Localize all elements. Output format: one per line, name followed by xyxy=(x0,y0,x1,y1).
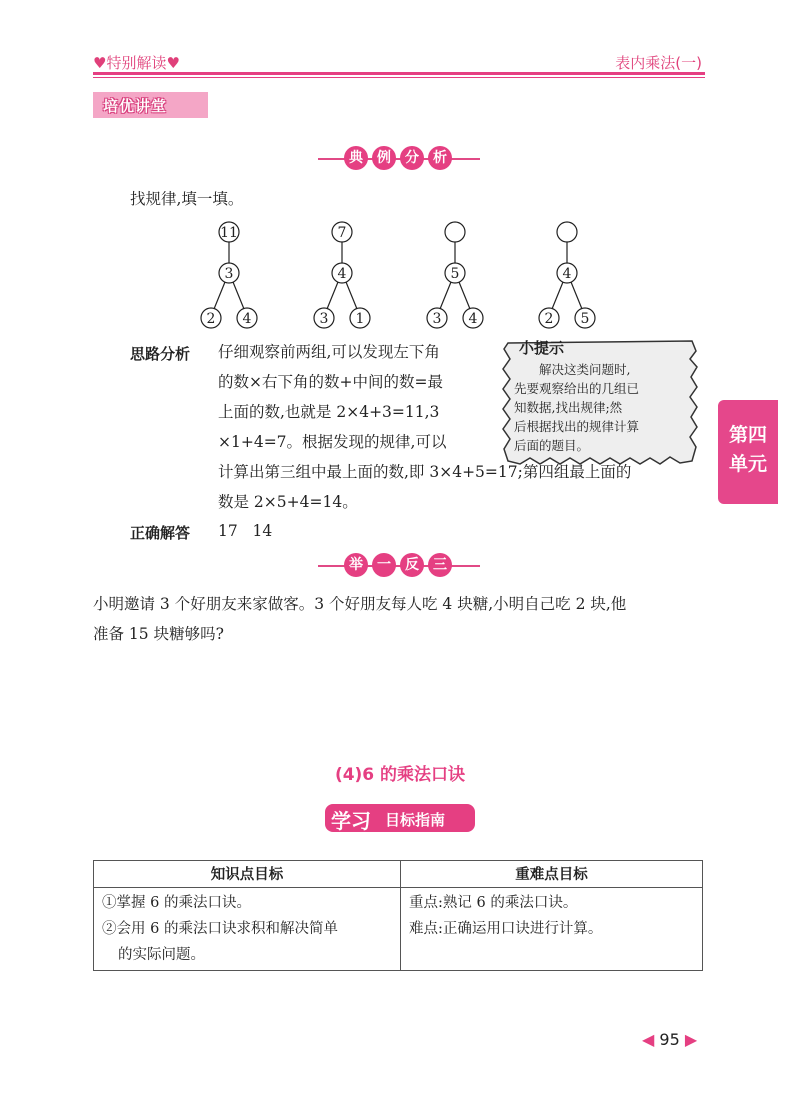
tree-branch xyxy=(233,282,244,309)
goal-item: ②会用 6 的乘法口诀求积和解决简单 xyxy=(102,921,338,937)
example-banner-char: 典 xyxy=(344,146,368,170)
number-tree xyxy=(314,222,370,328)
answer-value: 17 14 xyxy=(218,522,273,540)
hint-line: 先要观察给出的几组已 xyxy=(514,381,640,396)
goal-badge-big: 学习 xyxy=(331,809,371,833)
goals-table xyxy=(93,860,703,971)
tree-node-value: 7 xyxy=(337,225,347,241)
practice-line: 准备 15 块糖够吗? xyxy=(93,625,224,643)
tree-node-value: 3 xyxy=(224,266,234,282)
number-tree xyxy=(539,222,595,328)
practice-banner-char: 三 xyxy=(428,553,452,577)
tree-node-value: 5 xyxy=(450,266,460,282)
tree-branch xyxy=(440,282,451,309)
tree-branch xyxy=(346,282,357,309)
goal-item: 的实际问题。 xyxy=(118,947,205,963)
problem-title: 找规律,填一填。 xyxy=(130,190,244,208)
example-banner-char: 析 xyxy=(428,146,452,170)
number-trees xyxy=(0,0,800,340)
tree-node-value: 4 xyxy=(468,311,478,327)
tree-node-value: 3 xyxy=(319,311,329,327)
analysis-line: 计算出第三组中最上面的数,即 3×4+5=17;第四组最上面的 xyxy=(218,463,632,481)
tree-branch xyxy=(552,282,563,309)
practice-banner-char: 反 xyxy=(400,553,424,577)
tree-node-value: 3 xyxy=(432,311,442,327)
analysis-line: 的数×右下角的数+中间的数=最 xyxy=(218,373,443,391)
table-cell xyxy=(94,888,401,971)
tree-node-value: 4 xyxy=(242,311,252,327)
tree-node-value: 2 xyxy=(206,311,216,327)
table-row xyxy=(94,888,703,971)
tree-node-value: 4 xyxy=(337,266,347,282)
analysis-label: 思路分析 xyxy=(130,345,191,363)
goal-item: 难点:正确运用口诀进行计算。 xyxy=(409,921,603,937)
table-header: 知识点目标 xyxy=(94,861,401,888)
tree-branch xyxy=(459,282,470,309)
page-number: 95 xyxy=(659,1030,680,1049)
tree-node-value: 4 xyxy=(562,266,572,282)
hint-line: 知数据,找出规律;然 xyxy=(514,400,623,415)
analysis-line: 数是 2×5+4=14。 xyxy=(218,493,358,511)
practice-banner-char: 举 xyxy=(344,553,368,577)
analysis-line: 上面的数,也就是 2×4+3=11,3 xyxy=(218,403,440,421)
example-banner-char: 分 xyxy=(400,146,424,170)
section-badge-label: 培优讲堂 xyxy=(103,97,168,115)
goal-item: ①掌握 6 的乘法口诀。 xyxy=(102,895,251,911)
number-tree xyxy=(427,222,483,328)
tree-node-value: 5 xyxy=(580,311,590,327)
hint-line: 解决这类问题时, xyxy=(539,362,631,377)
practice-line: 小明邀请 3 个好朋友来家做客。3 个好朋友每人吃 4 块糖,小明自己吃 2 块,他 xyxy=(93,595,627,613)
answer-label: 正确解答 xyxy=(130,524,191,542)
tree-node-value: 11 xyxy=(220,225,238,241)
goal-item: 重点:熟记 6 的乘法口诀。 xyxy=(409,895,578,911)
analysis-line: 仔细观察前两组,可以发现左下角 xyxy=(218,343,440,361)
tree-node-value: 2 xyxy=(544,311,554,327)
tree-node-top xyxy=(557,222,577,242)
example-banner-char: 例 xyxy=(372,146,396,170)
hint-title: 小提示 xyxy=(519,339,565,357)
tree-branch xyxy=(327,282,338,309)
table-cell xyxy=(401,888,703,971)
unit-side-tab xyxy=(718,400,778,504)
analysis-line: ×1+4=7。根据发现的规律,可以 xyxy=(218,433,447,451)
hint-body xyxy=(514,360,694,455)
table-header: 重难点目标 xyxy=(401,861,703,888)
number-tree xyxy=(201,222,257,328)
prev-arrow-icon: ◀ xyxy=(642,1030,655,1049)
unit-side-tab-line: 第四 xyxy=(728,424,767,446)
lesson-title: (4)6 的乘法口诀 xyxy=(334,765,466,785)
hint-line: 后面的题目。 xyxy=(514,438,590,453)
practice-banner xyxy=(318,553,480,579)
goal-badge xyxy=(325,804,475,832)
tree-node-top xyxy=(445,222,465,242)
table-row xyxy=(94,861,703,888)
header-right: 表内乘法(一) xyxy=(615,54,702,72)
header-left: ♥特别解读♥ xyxy=(93,54,180,72)
practice-banner-char: 一 xyxy=(372,553,396,577)
next-arrow-icon: ▶ xyxy=(684,1030,698,1049)
tree-branch xyxy=(214,282,225,309)
tree-branch xyxy=(571,282,582,309)
page-number-group xyxy=(642,1030,697,1049)
goal-badge-rest: 目标指南 xyxy=(385,811,446,829)
unit-side-tab-line: 单元 xyxy=(728,453,767,475)
tree-node-value: 1 xyxy=(355,311,365,327)
hint-line: 后根据找出的规律计算 xyxy=(514,419,640,434)
